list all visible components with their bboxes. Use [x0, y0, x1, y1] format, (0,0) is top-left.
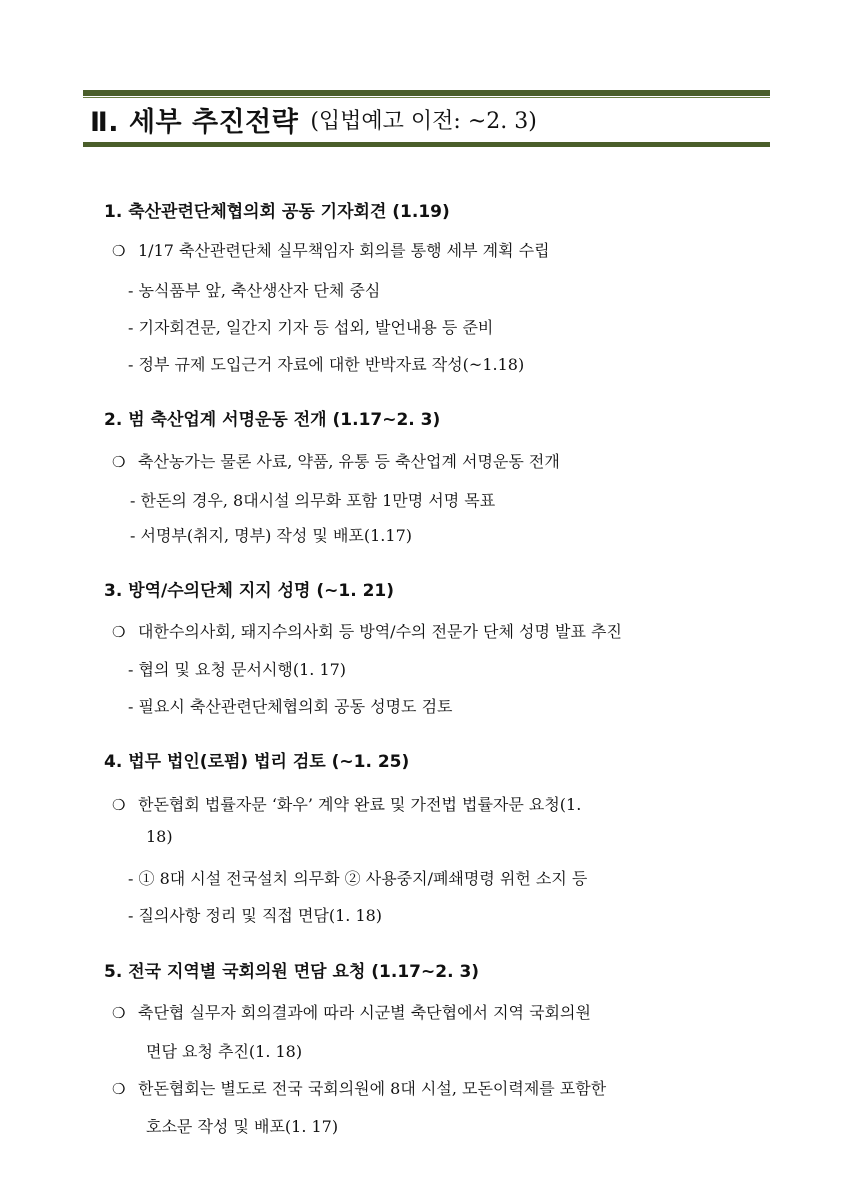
section-title-main: Ⅱ. 세부 추진전략: [90, 106, 299, 138]
circle-bullet-icon: ❍: [112, 1004, 126, 1022]
circle-bullet-icon: ❍: [112, 796, 126, 814]
circle-bullet-icon: ❍: [112, 453, 126, 471]
sub-item-3-1: - 협의 및 요청 문서시행(1. 17): [128, 660, 347, 679]
bullet-4-1-continued: 18): [146, 827, 173, 846]
sub-item-1-2: - 기자회견문, 일간지 기자 등 섭외, 발언내용 등 준비: [128, 318, 494, 337]
heading-2: 2. 범 축산업계 서명운동 전개 (1.17~2. 3): [104, 410, 441, 430]
bullet-5-1-continued: 면담 요청 추진(1. 18): [146, 1042, 303, 1061]
title-bottom-rule: [83, 142, 770, 147]
bullet-text: 한돈협회 법률자문 ‘화우’ 계약 완료 및 가전법 법률자문 요청(1.: [138, 795, 582, 814]
sub-item-3-2: - 필요시 축산관련단체협의회 공동 성명도 검토: [128, 697, 453, 716]
heading-3: 3. 방역/수의단체 지지 성명 (~1. 21): [104, 581, 395, 601]
sub-item-4-1: - ① 8대 시설 전국설치 의무화 ② 사용중지/폐쇄명령 위헌 소지 등: [128, 869, 588, 888]
bullet-5-2-continued: 호소문 작성 및 배포(1. 17): [146, 1117, 339, 1136]
bullet-text: 축단협 실무자 회의결과에 따라 시군별 축단협에서 지역 국회의원: [138, 1003, 591, 1022]
bullet-text: 축산농가는 물론 사료, 약품, 유통 등 축산업계 서명운동 전개: [138, 452, 560, 471]
circle-bullet-icon: ❍: [112, 623, 126, 641]
sub-item-2-1: - 한돈의 경우, 8대시설 의무화 포함 1만명 서명 목표: [130, 491, 496, 510]
sub-item-1-1: - 농식품부 앞, 축산생산자 단체 중심: [128, 281, 381, 300]
bullet-text: 대한수의사회, 돼지수의사회 등 방역/수의 전문가 단체 성명 발표 추진: [138, 622, 622, 641]
bullet-3-1: [112, 619, 622, 642]
sub-item-4-2: - 질의사항 정리 및 직접 면담(1. 18): [128, 906, 383, 925]
sub-item-2-2: - 서명부(취지, 명부) 작성 및 배포(1.17): [130, 526, 412, 545]
bullet-5-2: [112, 1076, 606, 1099]
section-title: [90, 96, 537, 142]
bullet-2-1: [112, 449, 560, 472]
bullet-text: 1/17 축산관련단체 실무책임자 회의를 통행 세부 계획 수립: [138, 241, 550, 260]
heading-5: 5. 전국 지역별 국회의원 면담 요청 (1.17~2. 3): [104, 962, 480, 982]
section-title-sub: (입법예고 이전: ~2. 3): [310, 108, 537, 134]
bullet-1-1: [112, 238, 550, 261]
bullet-text: 한돈협회는 별도로 전국 국회의원에 8대 시설, 모돈이력제를 포함한: [138, 1079, 607, 1098]
circle-bullet-icon: ❍: [112, 1080, 126, 1098]
sub-item-1-3: - 정부 규제 도입근거 자료에 대한 반박자료 작성(~1.18): [128, 355, 525, 374]
heading-4: 4. 법무 법인(로펌) 법리 검토 (~1. 25): [104, 752, 410, 772]
bullet-4-1: [112, 792, 581, 815]
bullet-5-1: [112, 1000, 591, 1023]
circle-bullet-icon: ❍: [112, 242, 126, 260]
heading-1: 1. 축산관련단체협의회 공동 기자회견 (1.19): [104, 202, 450, 222]
